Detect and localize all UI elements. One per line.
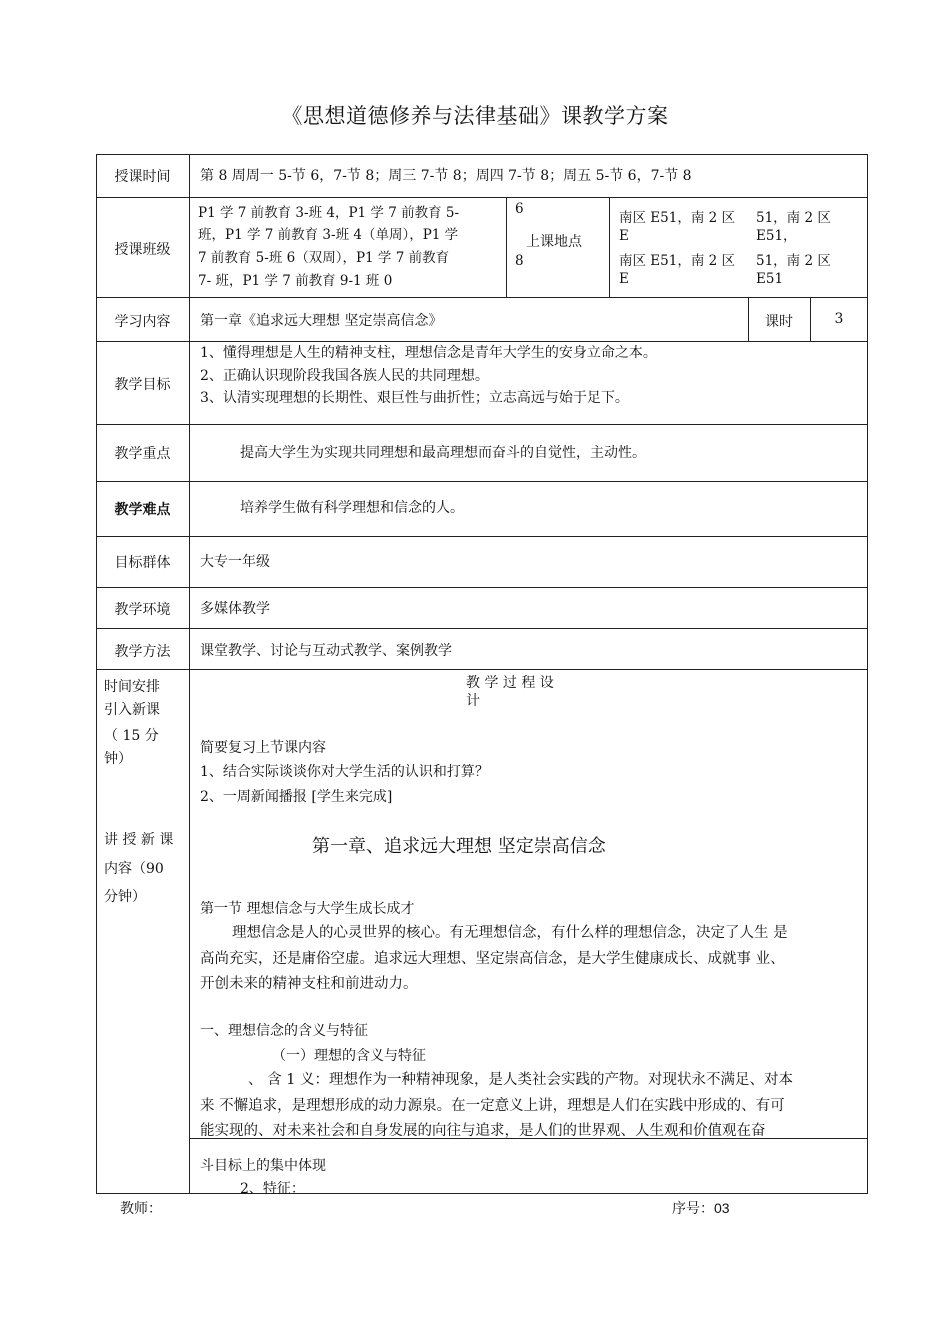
schedule-lecture-duration: 分钟） [104,889,146,905]
value-hours: 3 [834,311,844,327]
label-difficulty: 教学难点 [114,502,171,518]
label-focus: 教学重点 [114,446,171,462]
definition-line: 能实现的、对未来社会和自身发展的向往与追求，是人们的世界观、人生观和价值观在奋 [200,1123,766,1139]
process-header: 教 学 过 程 设 [466,675,554,691]
label-goals: 教学目标 [114,377,171,393]
review-item: 2、一周新闻播报 [学生来完成] [200,789,393,805]
label-content: 学习内容 [114,314,171,330]
row-divider [96,481,868,482]
label-class: 授课班级 [114,242,171,258]
location-a: E [619,228,629,244]
page-title: 《思想道德修养与法律基础》课教学方案 [281,104,669,128]
label-time: 授课时间 [114,169,171,185]
definition-line: 、 含 1 义：理想作为一种精神现象，是人类社会实践的产物。对现状永不满足、对本 [248,1072,794,1088]
row-divider [96,197,868,198]
row-divider [96,424,868,425]
row-divider [96,587,868,588]
value-focus: 提高大学生为实现共同理想和最高理想而奋斗的自觉性，主动性。 [240,445,646,461]
location-num-bottom: 8 [515,253,524,269]
value-audience: 大专一年级 [200,554,270,570]
subheading: （一）理想的含义与特征 [272,1048,426,1064]
row-divider [96,536,868,537]
location-b: E51 [756,271,784,287]
location-b: 51，南 2 区 [756,210,831,226]
value-environment: 多媒体教学 [200,601,270,617]
schedule-lecture-duration: 内容（90 [104,861,164,877]
class-line: 班，P1 学 7 前教育 3-班 4（单周），P1 学 [198,227,459,243]
schedule-intro: 引入新课 [104,702,160,718]
location-num-top: 6 [515,201,524,217]
goal-item: 1、懂得理想是人生的精神支柱，理想信念是青年大学生的安身立命之本。 [200,345,657,361]
review-heading: 简要复习上节课内容 [200,740,326,756]
location-b: E51， [756,228,797,244]
location-a: E [619,271,629,287]
row-divider [96,628,868,629]
review-item: 1、结合实际谈谈你对大学生活的认识和打算？ [200,764,489,780]
location-a: 南区 E51，南 2 区 [619,210,735,226]
row-divider [96,297,868,298]
value-difficulty: 培养学生做有科学理想和信念的人。 [240,500,464,516]
chapter-heading: 第一章、追求远大理想 坚定崇高信念 [312,836,606,857]
location-a: 南区 E51，南 2 区 [619,253,735,269]
section-heading: 第一节 理想信念与大学生成长成才 [200,901,415,917]
serial-number: 序号：03 [672,1200,730,1216]
label-method: 教学方法 [114,644,171,660]
schedule-lecture: 讲 授 新 课 [104,832,174,848]
class-line: P1 学 7 前教育 3-班 4，P1 学 7 前教育 5- [198,205,460,221]
value-time: 第 8 周周一 5-节 6，7-节 8；周三 7-节 8；周四 7-节 8；周五 5-节 6，7-节 8 [200,168,692,184]
row-divider [96,669,868,670]
features-heading: 2、特征： [240,1181,305,1197]
column-divider [506,197,507,297]
value-content: 第一章《追求远大理想 坚定崇高信念》 [200,313,443,329]
value-method: 课堂教学、讨论与互动式教学、案例教学 [200,643,452,659]
label-location: 上课地点 [526,234,582,250]
schedule-intro-duration: （ 15 分 [104,728,159,744]
definition-line: 来 不懈追求，是理想形成的动力源泉。在一定意义上讲，理想是人们在实践中形成的、有可 [200,1098,785,1114]
goal-item: 3、认清实现理想的长期性、艰巨性与曲折性；立志高远与始于足下。 [200,390,629,406]
definition-line: 斗目标上的集中体现 [200,1158,326,1174]
class-line: 7 前教育 5-班 6（双周），P1 学 7 前教育 [198,250,450,266]
label-audience: 目标群体 [114,555,171,571]
location-b: 51，南 2 区 [756,253,831,269]
process-header: 计 [466,693,480,709]
paragraph-line: 高尚充实，还是庸俗空虚。追求远大理想、坚定崇高信念，是大学生健康成长、成就事 业、 [200,951,785,967]
schedule-label: 时间安排 [104,679,160,695]
column-divider [609,197,610,297]
label-hours: 课时 [765,314,793,330]
subheading: 一、理想信念的含义与特征 [200,1023,368,1039]
teacher-label: 教师： [120,1201,162,1217]
schedule-intro-duration: 钟） [104,751,132,767]
paragraph-line: 理想信念是人的心灵世界的核心。有无理想信念，有什么样的理想信念，决定了人生 是 [232,925,788,941]
class-line: 7- 班，P1 学 7 前教育 9-1 班 0 [198,273,393,289]
label-environment: 教学环境 [114,602,171,618]
goal-item: 2、正确认识现阶段我国各族人民的共同理想。 [200,368,489,384]
label-column-divider [189,154,190,1194]
paragraph-line: 开创未来的精神支柱和前进动力。 [200,976,418,992]
